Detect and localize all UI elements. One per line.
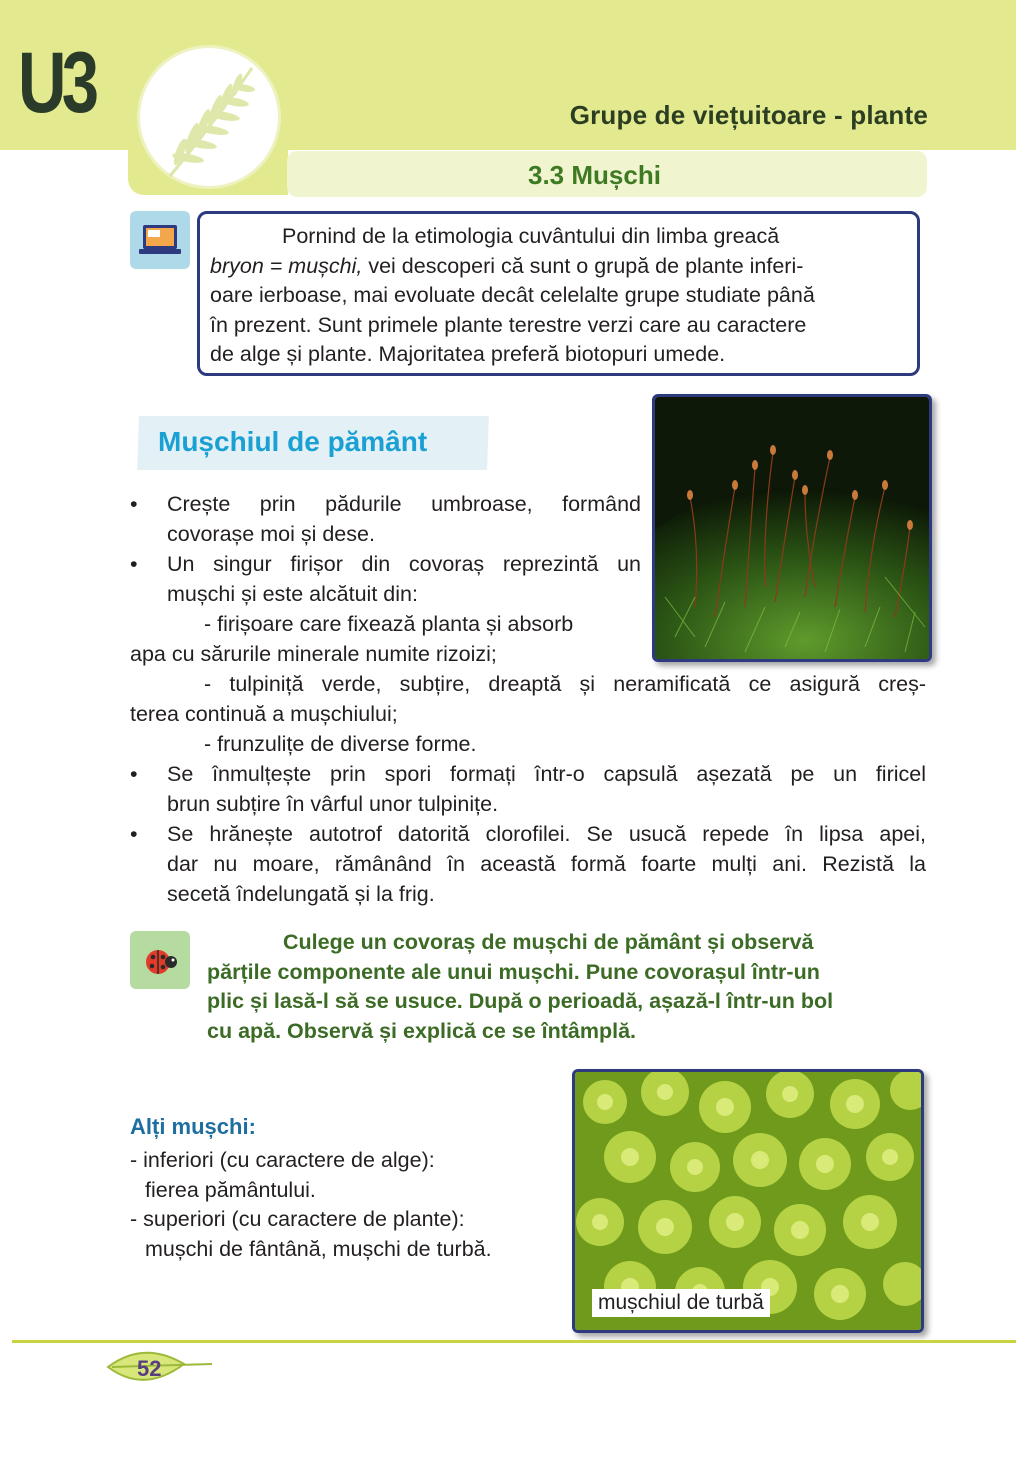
body-line: - tulpiniță verde, subțire, dreaptă și neramificată ce asigură creș- (204, 672, 926, 696)
others-line: - inferiori (cu caractere de alge): (130, 1148, 435, 1172)
activity-line: cu apă. Observă și explică ce se întâmplă. (207, 1018, 637, 1043)
body-line: - firișoare care fixează planta și absorb (204, 612, 574, 636)
others-line: mușchi de fântână, mușchi de turbă. (145, 1236, 492, 1261)
intro-line: în prezent. Sunt primele plante terestre verzi care au caractere (210, 312, 807, 337)
page-number: 52 (137, 1356, 162, 1381)
others-line: fierea pământului. (145, 1177, 316, 1202)
others-title: Alți mușchi: (130, 1114, 256, 1139)
photo-caption: mușchiul de turbă (592, 1289, 770, 1317)
intro-line: vei descoperi că sunt o grupă de plante inferi- (368, 253, 804, 278)
laptop-icon-box (130, 211, 190, 269)
intro-line: de alge și plante. Majoritatea preferă biotopuri umede. (210, 342, 726, 366)
body-line: covorașe moi și dese. (167, 522, 375, 546)
bullet-marker: • (130, 822, 138, 846)
body-line: Se înmulțește prin spori formați într-o capsulă așezată pe un firicel (167, 762, 926, 786)
body-line: - frunzulițe de diverse forme. (204, 732, 477, 756)
ladybug-icon (130, 931, 190, 989)
bullet-marker: • (130, 762, 138, 786)
body-line: Crește prin pădurile umbroase, formând (167, 492, 641, 516)
bullet-marker: • (130, 552, 138, 576)
section-body (130, 490, 926, 915)
footer-rule (12, 1340, 1016, 1343)
section-title: Mușchiul de pământ (158, 426, 428, 457)
body-line: mușchi și este alcătuit din: (167, 582, 418, 606)
body-line: apa cu sărurile minerale numite rizoizi; (130, 642, 497, 666)
lesson-title: 3.3 Mușchi (528, 160, 661, 190)
intro-text (210, 222, 910, 370)
ladybug-icon-box (130, 931, 190, 989)
activity-line: plic și lasă-l să se usuce. După o perioadă, așază-l într-un bol (207, 989, 834, 1013)
others-list (130, 1146, 560, 1264)
intro-line: Pornind de la etimologia cuvântului din limba greacă (282, 224, 780, 248)
fern-icon (140, 48, 278, 186)
others-line: - superiori (cu caractere de plante): (130, 1207, 465, 1231)
body-line: brun subțire în vârful unor tulpinițe. (167, 792, 499, 816)
activity-line: Culege un covoraș de mușchi de pământ și observă (283, 930, 814, 954)
bullet-marker: • (130, 492, 138, 516)
chapter-title: Grupe de viețuitoare - plante (569, 100, 928, 130)
intro-line: oare ierboase, mai evoluate decât celelalte grupe studiate până (210, 283, 815, 307)
activity-text (207, 928, 925, 1046)
body-line: secetă îndelungată și la frig. (167, 882, 435, 906)
fern-badge (140, 48, 278, 186)
body-line: dar nu moare, rămânând în această formă foarte mulți ani. Rezistă la (167, 852, 926, 876)
laptop-icon (130, 211, 190, 269)
unit-label: U3 (18, 35, 95, 131)
intro-term: bryon = mușchi, (210, 253, 363, 278)
activity-line: părțile componente ale unui mușchi. Pune covorașul într-un (207, 959, 820, 984)
body-line: terea continuă a mușchiului; (130, 702, 398, 726)
body-line: Un singur firișor din covoraș reprezintă un (167, 552, 641, 576)
body-line: Se hrănește autotrof datorită clorofilei. Se usucă repede în lipsa apei, (167, 822, 926, 846)
